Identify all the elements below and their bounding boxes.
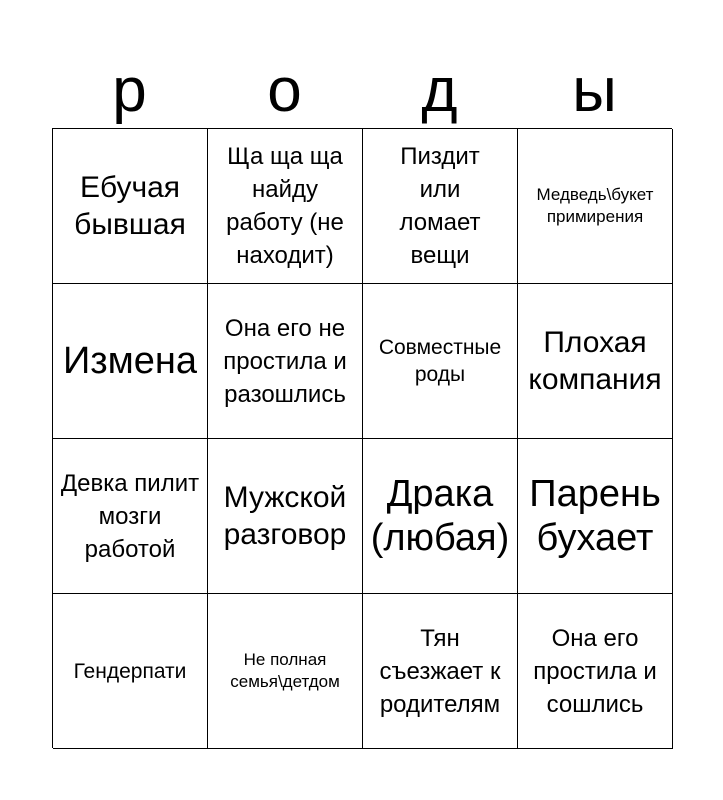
bingo-cell[interactable] <box>518 439 673 594</box>
bingo-cell-text: Мужской разговор <box>223 481 347 551</box>
header-letter: р <box>112 56 147 125</box>
bingo-cell-text: Ща ща ща найду работу (не находит) <box>226 143 344 269</box>
bingo-cell-text: Медведь\букет примирения <box>536 185 654 226</box>
bingo-cell[interactable] <box>363 284 518 439</box>
header-letter: о <box>267 56 302 125</box>
bingo-cell-text: Ебучая бывшая <box>74 171 186 241</box>
bingo-cell[interactable] <box>208 129 363 284</box>
bingo-cell-text: Она его простила и сошлись <box>533 624 657 718</box>
bingo-cell[interactable] <box>363 439 518 594</box>
bingo-cell[interactable] <box>208 284 363 439</box>
bingo-cell-text: Плохая компания <box>528 326 662 396</box>
bingo-cell[interactable] <box>518 284 673 439</box>
bingo-cell-text: Пиздит или ломает вещи <box>399 143 481 269</box>
bingo-cell[interactable] <box>53 129 208 284</box>
bingo-cell[interactable] <box>518 129 673 284</box>
bingo-cell-text: Измена <box>62 340 198 382</box>
bingo-cell-text: Совместные роды <box>378 336 502 386</box>
bingo-cell[interactable] <box>208 439 363 594</box>
bingo-cell[interactable] <box>363 594 518 749</box>
header-letter: ы <box>572 56 617 125</box>
bingo-cell[interactable] <box>53 284 208 439</box>
bingo-cell[interactable] <box>363 129 518 284</box>
bingo-cell[interactable] <box>53 594 208 749</box>
bingo-cell-text: Девка пилит мозги работой <box>60 469 200 563</box>
bingo-cell[interactable] <box>208 594 363 749</box>
bingo-cell-text: Тян съезжает к родителям <box>379 624 501 718</box>
bingo-cell-text: Она его не простила и разошлись <box>223 314 347 408</box>
bingo-header <box>52 54 672 128</box>
bingo-cell-text: Драка (любая) <box>370 473 510 559</box>
bingo-grid <box>52 128 672 748</box>
bingo-cell[interactable] <box>53 439 208 594</box>
bingo-cell-text: Не полная семья\детдом <box>230 650 340 691</box>
bingo-cell-text: Парень бухает <box>529 473 661 559</box>
header-letter: д <box>421 56 458 125</box>
bingo-cell-text: Гендерпати <box>73 659 187 683</box>
bingo-cell[interactable] <box>518 594 673 749</box>
